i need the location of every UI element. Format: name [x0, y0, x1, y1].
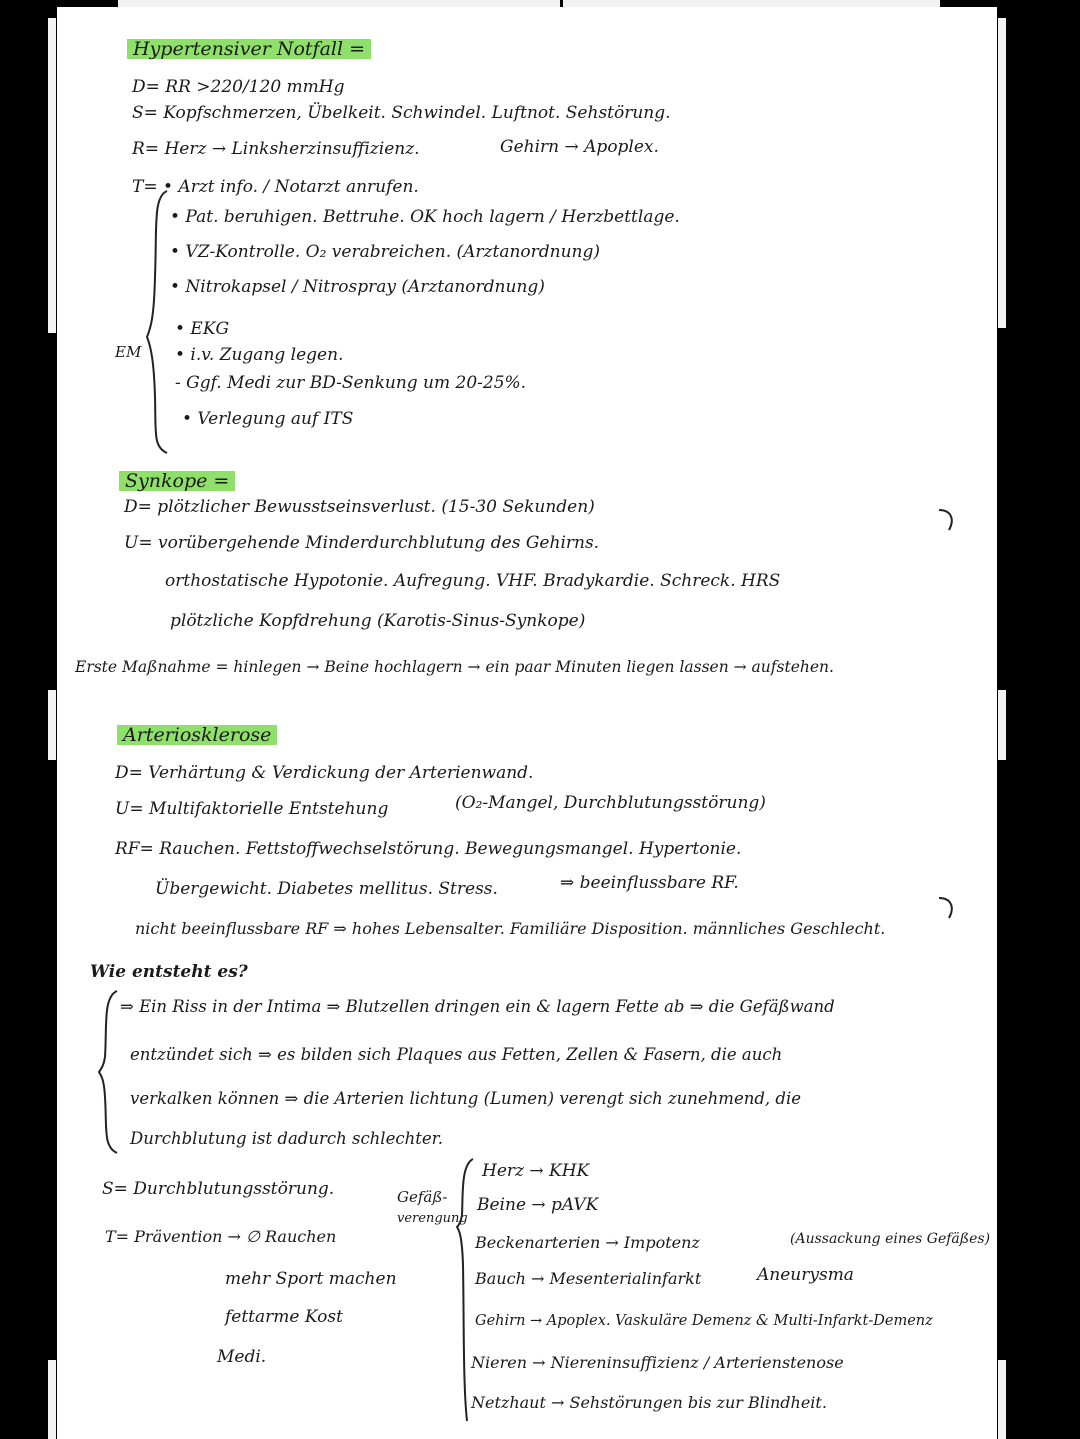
frame-bar-left-1: [48, 18, 56, 333]
vessel-line: Bauch → Mesenterialinfarkt: [475, 1269, 702, 1288]
aneurysm-label: Aneurysma: [757, 1265, 854, 1285]
vessel-line: Netzhaut → Sehstörungen bis zur Blindheit.: [471, 1393, 827, 1412]
frame-bar-left-2: [48, 690, 56, 760]
note-line: • VZ-Kontrolle. O₂ verabreichen. (Arztanordnung): [170, 242, 601, 262]
vessel-line: Herz → KHK: [482, 1161, 590, 1181]
note-line: R= Herz → Linksherzinsuffizienz.: [132, 139, 420, 159]
frame-bar-top-left: [118, 0, 560, 7]
section-title-synkope: Synkope =: [119, 471, 235, 491]
note-line: • i.v. Zugang legen.: [175, 345, 344, 365]
therapy-item: Medi.: [217, 1347, 267, 1367]
section-title-hypertension: Hypertensiver Notfall =: [127, 39, 371, 59]
note-line: T= • Arzt info. / Notarzt anrufen.: [132, 177, 419, 197]
note-line: orthostatische Hypotonie. Aufregung. VHF. Bradykardie. Schreck. HRS: [165, 571, 781, 591]
explanation-line: verkalken können ⇒ die Arterien lichtung (Lumen) verengt sich zunehmend, die: [130, 1089, 802, 1108]
question-heading: Wie entsteht es?: [90, 962, 248, 982]
em-label: EM: [115, 343, 142, 361]
frame-bar-left-3: [48, 1360, 56, 1439]
aneurysm-note: (Aussackung eines Gefäßes): [790, 1231, 991, 1247]
explanation-line: entzündet sich ⇒ es bilden sich Plaques aus Fetten, Zellen & Fasern, die auch: [130, 1045, 783, 1064]
note-line: plötzliche Kopfdrehung (Karotis-Sinus-Synkope): [170, 611, 586, 631]
binder-mark-icon: [937, 507, 957, 533]
section-title-arteriosklerose: Arteriosklerose: [117, 725, 277, 745]
frame-bar-right-1: [998, 18, 1006, 328]
vessel-line: Beine → pAVK: [477, 1195, 599, 1215]
therapy-line: T= Prävention → ∅ Rauchen: [105, 1227, 337, 1246]
vessel-line: Nieren → Niereninsuffizienz / Arterienstenose: [471, 1353, 844, 1372]
note-line: S= Kopfschmerzen, Übelkeit. Schwindel. Luftnot. Sehstörung.: [132, 103, 671, 123]
therapy-item: fettarme Kost: [225, 1307, 343, 1327]
explanation-line: ⇒ Ein Riss in der Intima ⇒ Blutzellen dringen ein & lagern Fette ab ⇒ die Gefäßwand: [120, 997, 835, 1016]
vessel-line: Gehirn → Apoplex. Vaskuläre Demenz & Multi-Infarkt-Demenz: [475, 1313, 933, 1329]
symptom-line: S= Durchblutungsstörung.: [102, 1179, 335, 1199]
note-line: RF= Rauchen. Fettstoffwechselstörung. Bewegungsmangel. Hypertonie.: [115, 839, 742, 859]
note-line: (O₂-Mangel, Durchblutungsstörung): [455, 793, 766, 813]
binder-mark-icon: [937, 895, 957, 921]
vessel-label: verengung: [397, 1211, 468, 1226]
note-line: • Pat. beruhigen. Bettruhe. OK hoch lagern / Herzbettlage.: [170, 207, 680, 227]
note-line: • Verlegung auf ITS: [182, 409, 354, 429]
note-line: nicht beeinflussbare RF ⇒ hohes Lebensalter. Familiäre Disposition. männliches Geschlecht.: [135, 919, 886, 938]
therapy-item: mehr Sport machen: [225, 1269, 397, 1289]
note-line: U= Multifaktorielle Entstehung: [115, 799, 389, 819]
note-line: D= Verhärtung & Verdickung der Arterienwand.: [115, 763, 534, 783]
note-line: • Nitrokapsel / Nitrospray (Arztanordnung): [170, 277, 545, 297]
note-line: - Ggf. Medi zur BD-Senkung um 20-25%.: [175, 373, 527, 393]
brace-explanation: [97, 987, 121, 1157]
note-line: Erste Maßnahme = hinlegen → Beine hochlagern → ein paar Minuten liegen lassen → aufstehen.: [75, 658, 834, 676]
explanation-line: Durchblutung ist dadurch schlechter.: [130, 1129, 443, 1148]
notebook-page: [57, 7, 997, 1439]
note-line: D= plötzlicher Bewusstseinsverlust. (15-30 Sekunden): [124, 497, 595, 517]
frame-bar-right-2: [998, 690, 1006, 760]
note-line: U= vorübergehende Minderdurchblutung des Gehirns.: [124, 533, 600, 553]
frame-bar-top-right: [563, 0, 940, 7]
vessel-label: Gefäß-: [397, 1188, 448, 1206]
frame-bar-right-3: [998, 1360, 1006, 1439]
brace-hypertension: [145, 187, 171, 457]
note-line: Gehirn → Apoplex.: [500, 137, 659, 157]
note-line: ⇒ beeinflussbare RF.: [560, 873, 739, 893]
note-line: Übergewicht. Diabetes mellitus. Stress.: [155, 879, 498, 899]
note-line: D= RR >220/120 mmHg: [132, 77, 345, 97]
vessel-line: Beckenarterien → Impotenz: [475, 1233, 700, 1252]
brace-vessels: [455, 1155, 477, 1425]
note-line: • EKG: [175, 319, 230, 339]
